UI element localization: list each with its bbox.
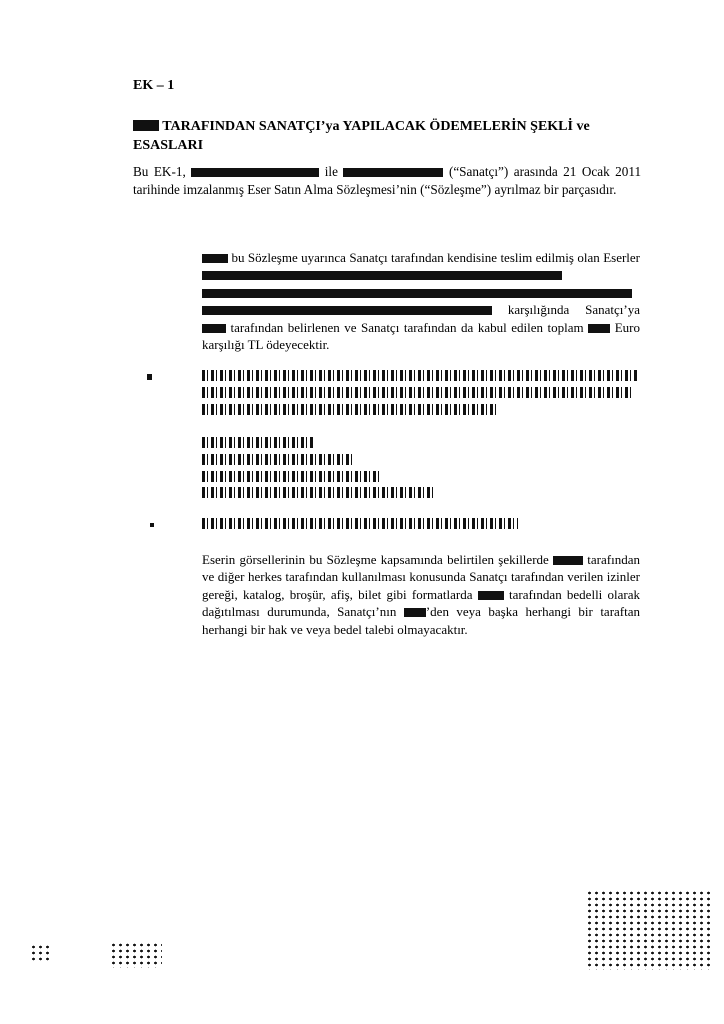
redacted-company — [191, 168, 319, 177]
redacted-line — [202, 454, 352, 465]
annex-heading — [133, 117, 641, 155]
heading-text: TARAFINDAN SANATÇI’ya YAPILACAK ÖDEMELERİN ŞEKLİ ve ESASLARI — [133, 119, 590, 153]
signature-left — [110, 942, 162, 968]
intro-paragraph — [133, 163, 641, 199]
clause-1-part-3: tarafından belirlenen ve Sanatçı tarafından da kabul edilen toplam — [230, 319, 584, 335]
redacted-line — [202, 471, 380, 482]
signature-right — [586, 890, 714, 970]
intro-tail: (“Sanatçı”) arasında 21 Ocak 2011 tarihinde imzalanmış Eser Satın Alma Sözleşmesi’nin (“Sözleşme”) ayrılmaz bir parçasıdır. — [133, 164, 642, 197]
redacted-line — [202, 387, 632, 398]
redacted-line — [202, 487, 434, 498]
redacted-line — [202, 370, 637, 381]
redacted-party — [202, 324, 226, 333]
clause-1-part-4: Euro karşılığı TL ödeyecektir. — [202, 319, 641, 353]
redacted-details — [202, 306, 492, 315]
redacted-line — [202, 404, 498, 415]
redacted-details — [202, 271, 562, 280]
intro-lead: Bu EK-1, — [133, 164, 186, 179]
redacted-party — [202, 254, 228, 263]
clause-4-text-3: tarafından bedelli olarak dağıtılması durumunda, Sanatçı’nın — [202, 586, 640, 620]
redacted-line — [202, 518, 518, 529]
redacted-line — [202, 437, 314, 448]
list-bullet — [150, 523, 154, 527]
redacted-details — [202, 289, 632, 298]
redacted-amount — [588, 324, 610, 333]
clause-4-text-2: tarafından ve diğer herkes tarafından kullanılması konusunda Sanatçı tarafından verilen izinler gereği, katalog, broşür, afiş, bilet gibi formatlarda — [202, 552, 640, 602]
clause-1-part-1: bu Sözleşme uyarınca Sanatçı tarafından kendisine teslim edilmiş olan Eserler — [231, 250, 641, 265]
redacted-party — [133, 120, 159, 131]
redacted-party — [404, 608, 426, 617]
clause-4 — [202, 551, 640, 638]
redacted-party — [553, 556, 583, 565]
list-bullet — [147, 374, 152, 380]
clause-1-part-2: karşılığında Sanatçı’ya — [507, 302, 640, 318]
redacted-artist — [343, 168, 443, 177]
clause-1 — [202, 249, 640, 353]
redacted-party — [478, 591, 504, 600]
signature-left-initial — [30, 944, 52, 962]
clause-4-text: Eserin görsellerinin bu Sözleşme kapsamında belirtilen şekillerde — [202, 552, 549, 567]
annex-title: EK – 1 — [133, 78, 175, 93]
clause-4-text-4: ’den veya başka herhangi bir taraftan herhangi bir hak ve veya bedel talebi olmayacaktır. — [202, 604, 641, 637]
intro-mid: ile — [324, 164, 338, 179]
